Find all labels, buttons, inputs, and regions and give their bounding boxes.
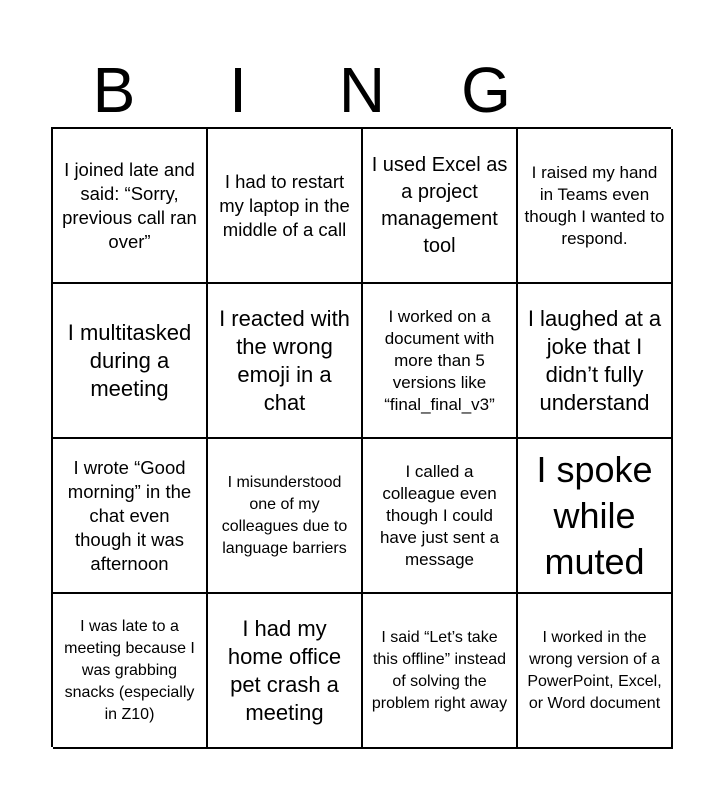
bingo-cell[interactable] — [363, 129, 518, 284]
bingo-cell[interactable] — [53, 284, 208, 439]
bingo-cell[interactable] — [208, 594, 363, 749]
bingo-cell[interactable] — [518, 284, 673, 439]
header-letter-b: B — [92, 54, 136, 126]
header-letter-g: G — [461, 54, 511, 126]
cell-text: I multitasked during a meeting — [67, 319, 192, 401]
header-letter-i: I — [229, 54, 247, 126]
cell-text: I raised my hand in Teams even though I wanted to respond. — [524, 162, 665, 248]
bingo-cell[interactable] — [363, 439, 518, 594]
bingo-cell[interactable] — [208, 284, 363, 439]
bingo-cell[interactable] — [53, 129, 208, 284]
bingo-cell[interactable] — [363, 594, 518, 749]
bingo-cell[interactable] — [208, 439, 363, 594]
cell-text: I had to restart my laptop in the middle of a call — [219, 170, 350, 240]
bingo-cell[interactable] — [363, 284, 518, 439]
cell-text: I used Excel as a project management tool — [371, 153, 508, 257]
bingo-cell[interactable] — [208, 129, 363, 284]
cell-text: I worked in the wrong version of a PowerPoint, Excel, or Word document — [527, 628, 662, 712]
bingo-cell[interactable] — [53, 594, 208, 749]
cell-text: I said “Let’s take this offline” instead of solving the problem right away — [371, 628, 508, 712]
bingo-cell[interactable] — [518, 439, 673, 594]
bingo-grid — [51, 127, 671, 747]
cell-text: I wrote “Good morning” in the chat even though it was afternoon — [67, 456, 192, 574]
cell-text: I worked on a document with more than 5 versions like “final_final_v3” — [384, 306, 495, 414]
bingo-cell[interactable] — [53, 439, 208, 594]
bingo-cell[interactable] — [518, 129, 673, 284]
cell-text: I called a colleague even though I could have just sent a message — [379, 461, 500, 569]
cell-text: I misunderstood one of my colleagues due to language barriers — [221, 473, 348, 557]
cell-text: I laughed at a joke that I didn’t fully understand — [527, 305, 662, 415]
cell-text: I had my home office pet crash a meeting — [227, 615, 342, 725]
cell-text: I reacted with the wrong emoji in a chat — [219, 305, 350, 415]
cell-text: I joined late and said: “Sorry, previous call ran over” — [62, 158, 197, 252]
bingo-cell[interactable] — [518, 594, 673, 749]
bingo-header — [52, 54, 672, 126]
header-letter-n: N — [338, 54, 386, 126]
cell-text: I was late to a meeting because I was grabbing snacks (especially in Z10) — [64, 617, 195, 723]
cell-text: I spoke while muted — [536, 448, 653, 582]
header-letter-empty — [548, 54, 672, 126]
